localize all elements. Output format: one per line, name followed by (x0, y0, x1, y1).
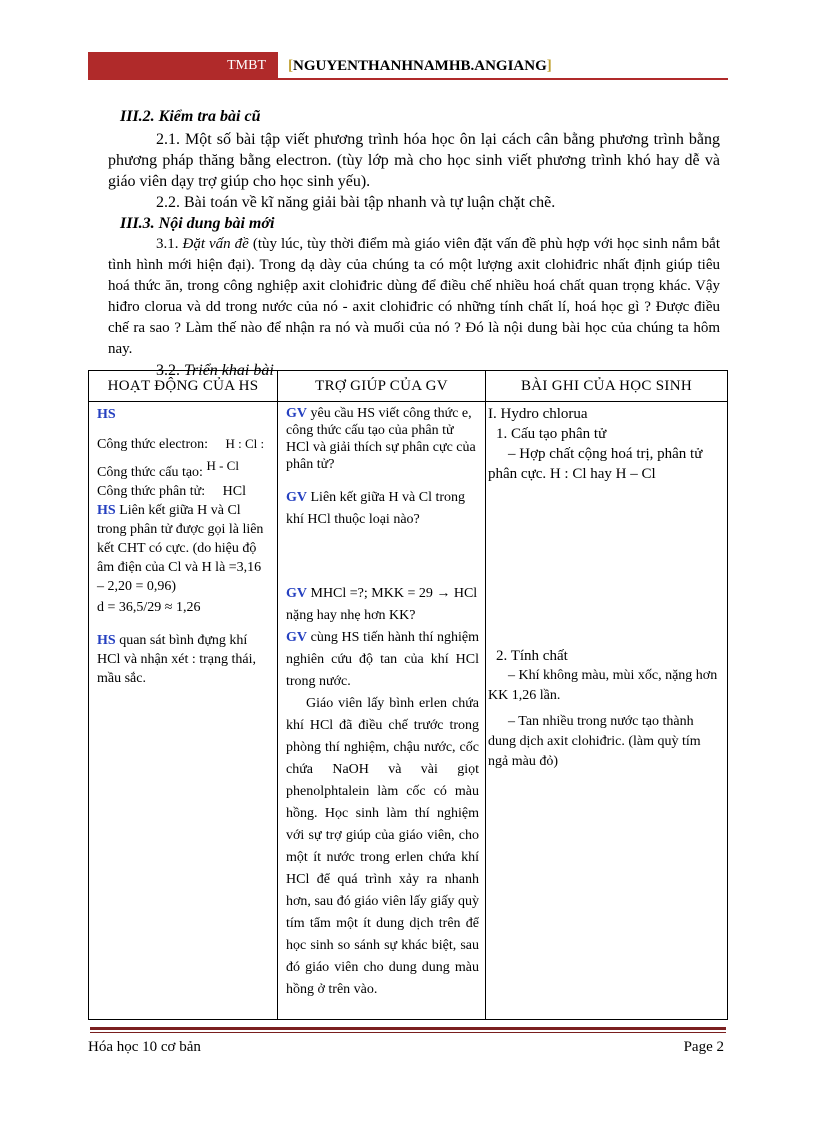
section-heading: III.3. Nội dung bài mới (120, 215, 275, 232)
paragraph: 2.2. Bài toán về kĩ năng giải bài tập nhanh và tự luận chặt chẽ. (156, 194, 556, 211)
paragraph: 3.2. Triển khai bài (156, 362, 274, 379)
footer-page-number: Page 2 (683, 1039, 724, 1055)
header-title: [NGUYENTHANHNAMHB.ANGIANG] (288, 58, 552, 74)
column-header: HOẠT ĐỘNG CỦA HS (89, 371, 278, 402)
footer-course: Hóa học 10 cơ bản (88, 1039, 201, 1055)
header-tag: TMBT (88, 52, 278, 80)
structure-formula: H - Cl (206, 458, 239, 473)
page-header (88, 52, 728, 80)
header-rule (278, 78, 728, 80)
paragraph: 2.1. Một số bài tập viết phương trình hóa học ôn lại cách cân bằng phương trình bằng phương pháp thăng bằng electron. (tùy lớp mà cho học sinh viết phương trình khó hay dễ và giáo viên dạy trợ giúp cho học sinh yếu). (108, 131, 720, 190)
column-header: BÀI GHI CỦA HỌC SINH (486, 371, 728, 402)
gv-support-cell: GV yêu cầu HS viết công thức e, công thức cấu tạo của phân tử HCl và giải thích sự phân cực của phân tử? GV Liên kết giữa H và Cl trong khí HCl thuộc loại nào? GV MHCl =?; MKK = 29 → HCl nặng hay nhẹ hơn KK? GV cùng HS tiến hành thí nghiệm nghiên cứu độ tan của khí HCl trong nước. Giáo viên lấy bình erlen chứa khí HCl đã điều chế trước trong phòng thí nghiệm, chậu nước, cốc chứa NaOH và vài giọt phenolphtalein làm cốc có màu hồng. Học sinh làm thí nghiệm với sự trợ giúp của giáo viên, cho một ít nước trong erlen chứa khí HCl để quá trình xảy ra nhanh hơn, sau đó giáo viên lấy giấy quỳ tím tẩm một ít dung dịch trên để học sinh so sánh sự khác biệt, sau đó giáo viên cho dung dung màu hồng ở trên vào. (278, 402, 486, 1020)
lesson-table (88, 370, 728, 1020)
electron-formula: H : Cl : (225, 436, 265, 451)
footer-rule (90, 1032, 726, 1033)
section-heading: III.2. Kiểm tra bài cũ (120, 108, 261, 125)
section-kiem-tra (108, 106, 720, 381)
footer-rule (90, 1027, 726, 1030)
student-notes-cell: I. Hydro chlorua 1. Cấu tạo phân tử – Hợp chất cộng hoá trị, phân tử phân cực. H : Cl hay H – Cl 2. Tính chất – Khí không màu, mùi xốc, nặng hơn KK 1,26 lần. – Tan nhiều trong nước tạo thành dung dịch axit clohiđric. (làm quỳ tím ngả màu đỏ) (486, 402, 728, 1020)
column-header: TRỢ GIÚP CỦA GV (278, 371, 486, 402)
paragraph: 3.1. Đặt vấn đề (tùy lúc, tùy thời điểm mà giáo viên đặt vấn đề phù hợp với học sinh nắm bắt tình hình mới hiện đại). Trong dạ dày của chúng ta có một lượng axit clohiđric nhất định giúp tiêu hoá thức ăn, trong công nghiệp axit clohiđric dùng để điều chế nhiều hoá chất quan trọng khác. Vậy hiđro clorua và dd trong nước của nó - axit clohiđric có những tính chất lí, hoá học gì ? Được điều chế ra sao ? Làm thế nào để nhận ra nó và muối của nó ? Đó là nội dung bài học của chúng ta hôm nay. (108, 236, 720, 357)
hs-activity-cell: HS Công thức electron: H : Cl : Công thức cấu tạo: H - Cl Công thức phân tử: HCl HS Liên kết giữa H và Cl trong phân tử được gọi là liên kết CHT có cực. (do hiệu độ âm điện của Cl và H là =3,16 – 2,20 = 0,96) d = 36,5/29 ≈ 1,26 HS quan sát bình đựng khí HCl và nhận xét : trạng thái, mầu sắc. (89, 402, 278, 1020)
